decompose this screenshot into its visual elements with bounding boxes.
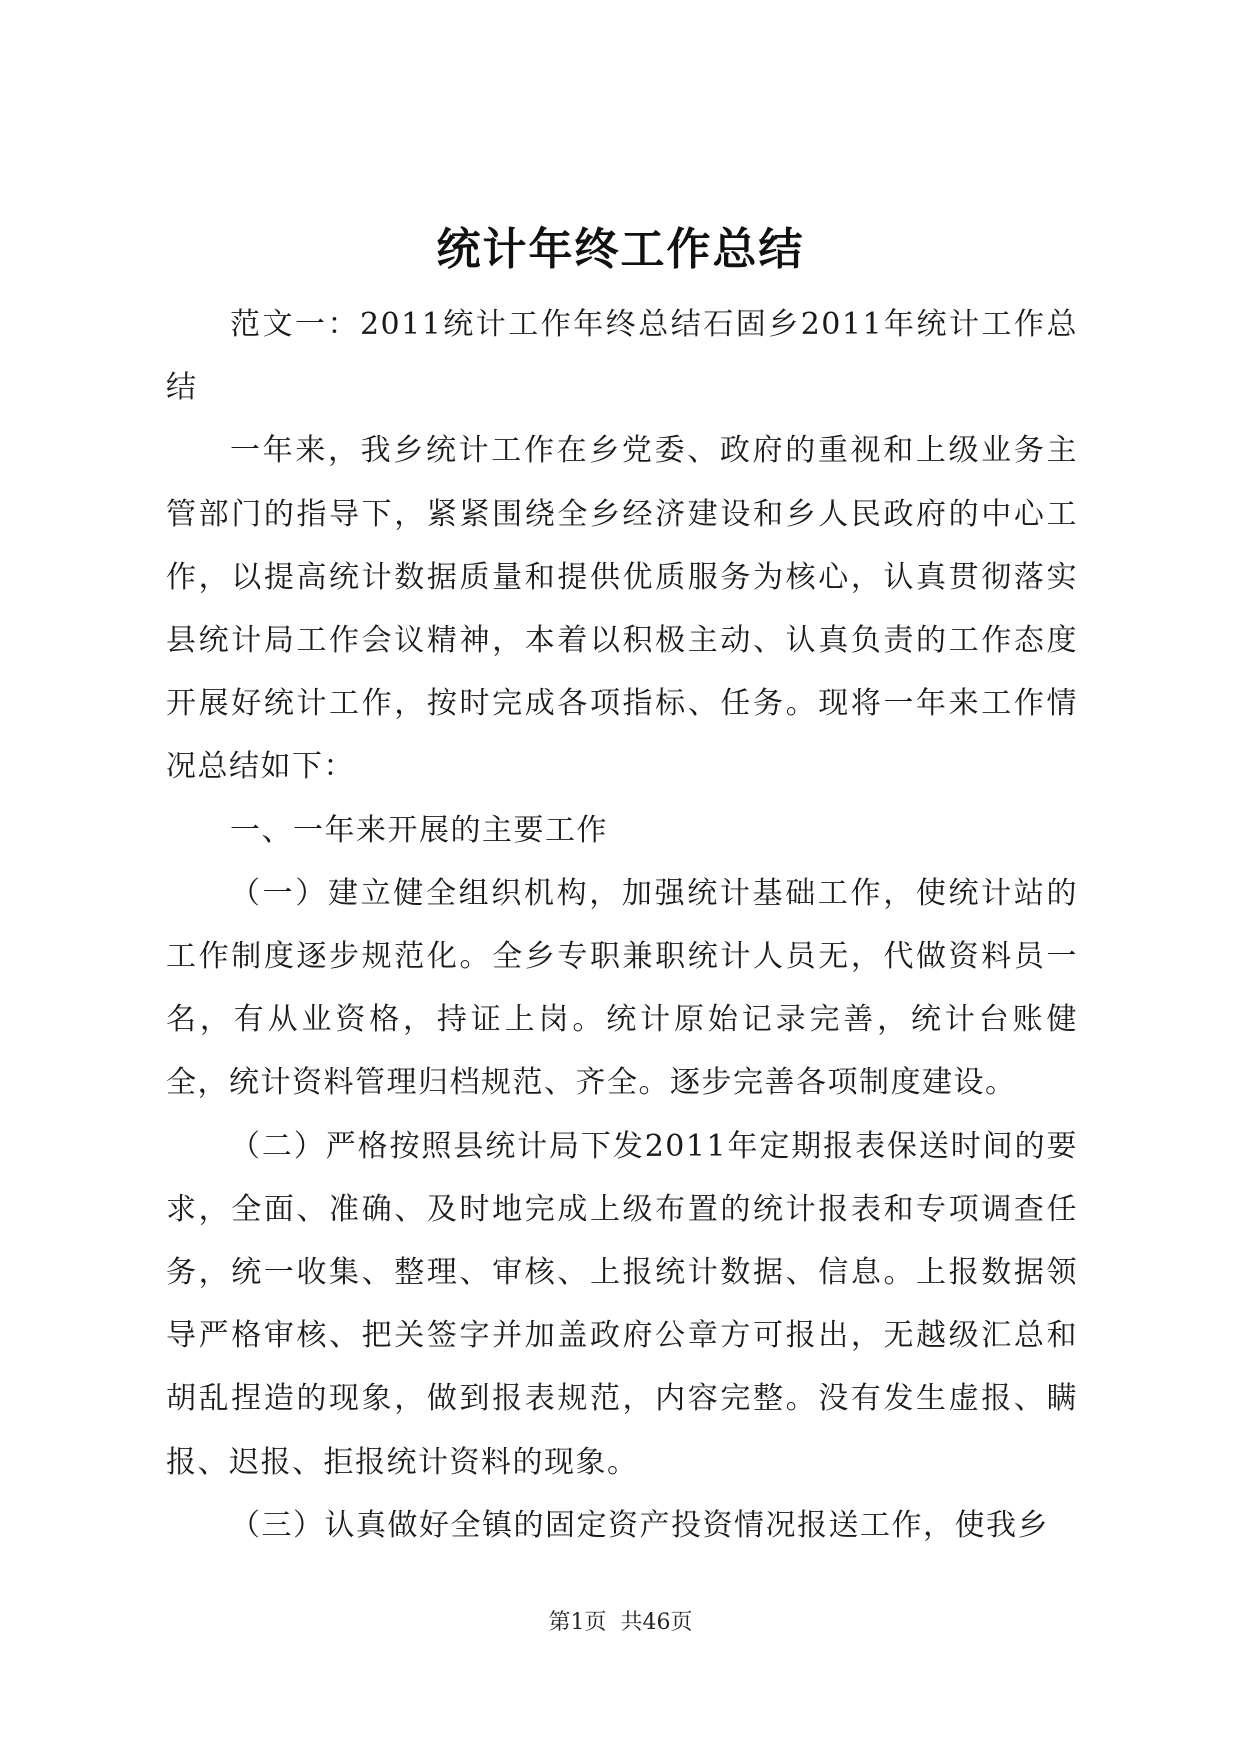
paragraph-overview: 一年来，我乡统计工作在乡党委、政府的重视和上级业务主管部门的指导下，紧紧围绕全乡经济建设和乡人民政府的中心工作，以提高统计数据质量和提供优质服务为核心，认真贯彻落实县统计局工作会议精神，本着以积极主动、认真负责的工作态度开展好统计工作，按时完成各项指标、任务。现将一年来工作情况总结如下：	[166, 433, 1078, 785]
footer-page-number: 1	[570, 1610, 585, 1635]
document-body	[166, 293, 1078, 1557]
footer-page-prefix: 第	[548, 1610, 571, 1635]
paragraph-item-1: （一）建立健全组织机构，加强统计基础工作，使统计站的工作制度逐步规范化。全乡专职兼职统计人员无，代做资料员一名，有从业资格，持证上岗。统计原始记录完善，统计台账健全，统计资料管理归档规范、齐全。逐步完善各项制度建设。	[166, 875, 1078, 1101]
document-title: 统计年终工作总结	[436, 224, 805, 275]
paragraph-item-2: （二）严格按照县统计局下发2011年定期报表保送时间的要求，全面、准确、及时地完成上级布置的统计报表和专项调查任务，统一收集、整理、审核、上报统计数据、信息。上报数据领导严格审核、把关签字并加盖政府公章方可报出，无越级汇总和胡乱捏造的现象，做到报表规范，内容完整。没有发生虚报、瞒报、迟报、拒报统计资料的现象。	[166, 1128, 1078, 1480]
page-footer	[0, 1608, 1241, 1638]
paragraph-item-3: （三）认真做好全镇的固定资产投资情况报送工作，使我乡	[230, 1507, 1049, 1543]
section-heading-main-work: 一、一年来开展的主要工作	[230, 812, 608, 848]
paragraph-intro: 范文一：2011统计工作年终总结石固乡2011年统计工作总结	[166, 307, 1078, 406]
footer-page-suffix: 页	[670, 1610, 693, 1635]
footer-page-mid: 页 共	[584, 1610, 643, 1635]
footer-total-pages: 46	[642, 1610, 671, 1635]
